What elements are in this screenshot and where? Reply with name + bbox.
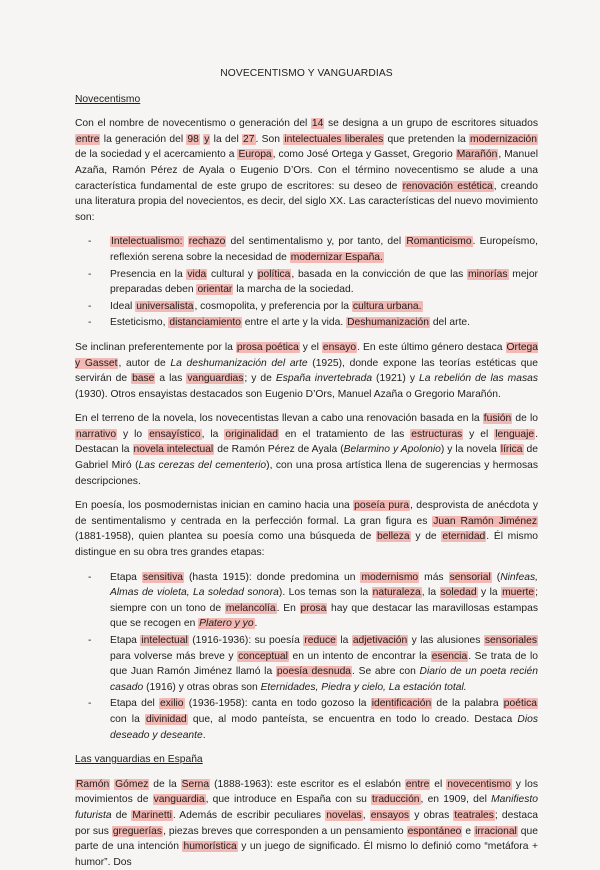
italic-text: España invertebrada [275,373,373,385]
highlighted-text: ensayos [370,809,410,821]
italic-text: Eternidades, Piedra y cielo, La estación total. [260,681,467,693]
list-item: - Etapa intelectual (1916-1936): su poesía reduce la adjetivación y las alusiones sensoriales para volverse más breve y conceptual en un intento de encontrar la esencia. Se trata de lo que Juan Ramón Jiménez llamó la poesía desnuda. Se abre con Diario de un poeta recién casado (1916) y otras obras son Eternidades, Piedra y cielo, La estación total. [110,633,538,695]
highlighted-text: poseía pura [354,500,410,512]
list-item: - Etapa del exilio (1936-1958): canta en todo gozoso la identificación de la palabra poética con la divinidad que, al modo panteísta, se encuentra en todo lo creado. Destaca Dios deseado y deseante. [110,696,538,743]
paragraph: En poesía, los posmodernistas inician en camino hacia una poseía pura, desprovista de anécdota y de sentimentalismo y centrada en la perfección formal. La gran figura es Juan Ramón Jiménez (1881-1958), quien plantea su poesía como una búsqueda de belleza y de eternidad. Él mismo distingue en su obra tres grandes etapas: [75,500,538,559]
highlighted-text: adjetivación [352,635,408,646]
list-item: - Intelectualismo: rechazo del sentimentalismo y, por tanto, del Romanticismo. Europeísmo, reflexión serena sobre la necesidad de modernizar España. [110,234,538,265]
highlighted-text: novelas [326,809,362,821]
highlighted-text: belleza [377,531,410,543]
highlighted-text: entre [405,778,430,790]
highlighted-text: distanciamiento [169,317,241,329]
highlighted-text: narrativo [76,428,117,440]
bullet-list [75,570,538,744]
highlighted-text: cultura urbana. [352,300,422,312]
highlighted-text: sensitiva [142,571,183,583]
italic-text: Manifiesto futurista [75,794,538,821]
highlighted-text: 27 [243,133,255,145]
highlighted-text: conceptual [238,650,288,662]
highlighted-text: novecentismo [447,778,511,790]
highlighted-text: lírica [500,444,523,456]
highlighted-text: espontáneo [407,825,462,837]
highlighted-text: renovación estética [402,180,493,192]
italic-text: Diario de un poeta recién casado [110,666,538,693]
highlighted-text: universalista [136,300,194,312]
page-title: NOVECENTISMO Y VANGUARDIAS [220,68,393,79]
highlighted-text: exilio [160,698,184,710]
italic-text: Belarmino y Apolonio [343,444,441,456]
highlighted-text: sensoriales [484,635,537,646]
highlighted-text: novela intelectual [133,444,214,456]
section-heading: Las vanguardias en España [75,754,203,766]
highlighted-text: sensorial [449,571,491,583]
highlighted-text: fusión [483,413,512,425]
highlighted-text: poética [503,698,538,710]
italic-text: La rebelión de las masas [418,373,538,385]
highlighted-text: muerte [502,587,535,599]
highlighted-text: Marañón [456,149,498,161]
highlighted-text: vanguardia [153,794,205,806]
highlighted-text: traducción [372,794,420,806]
paragraph: Se inclinan preferentemente por la prosa poética y el ensayo. En este último género destaca Ortega y Gasset, autor de La deshumanización del arte (1925), donde expone las teorías estéticas que servirán de base a las vanguardias; y de España invertebrada (1921) y La rebelión de las masas (1930). Otros ensayistas destacados son Eugenio D’Ors, Manuel Azaña o Gregorio Marañón. [75,341,539,400]
document-body [75,92,538,870]
list-item: - Esteticismo, distanciamiento entre el arte y la vida. Deshumanización del arte. [110,315,538,331]
highlighted-text: Ramón [76,778,110,790]
highlighted-text: irracional [475,825,517,837]
highlighted-text: teatrales [454,809,494,821]
highlighted-text: naturaleza [372,587,421,599]
highlighted-text: Juan Ramón Jiménez [433,515,537,527]
highlighted-text: divinidad [146,713,187,725]
highlighted-text: Europa [238,149,272,161]
highlighted-text: Intelectualismo: [111,236,183,248]
highlighted-text: Deshumanización [347,317,429,329]
highlighted-text: esencia [431,650,468,662]
highlighted-text: minorías [468,268,508,280]
highlighted-text: y [204,133,210,145]
highlighted-text: vida [187,268,207,280]
highlighted-text: 98 [187,133,199,145]
highlighted-text: soledad [440,587,477,599]
highlighted-text: melancolía [225,602,276,614]
italic-text: La deshumanización del arte [170,357,308,369]
highlighted-text: base [132,373,155,385]
highlighted-text: entre [76,133,100,145]
highlighted-text: vanguardias [187,373,244,385]
highlighted-text: 14 [311,118,324,130]
highlighted-text: greguerías [112,825,163,837]
highlighted-text: estructuras [411,428,463,440]
italic-text: Ninfeas, Almas de violeta, La soledad sonora [110,571,538,599]
highlighted-text: originalidad [225,428,279,440]
highlighted-text: Marinetti [132,809,172,821]
paragraph: En el terreno de la novela, los novecentistas llevan a cabo una renovación basada en la fusión de lo narrativo y lo ensayístico, la originalidad en el tratamiento de las estructuras y el lenguaje. Destacan la novela intelectual de Ramón Pérez de Ayala (Belarmino y Apolonio) y la novela lírica de Gabriel Miró (Las cerezas del cementerio), con una prosa artística llena de sugerencias y hermosas descripciones. [75,413,539,487]
highlighted-text: lenguaje [495,428,535,440]
highlighted-text: Serna [181,778,210,790]
italic-text: Las cerezas del cementerio [138,460,267,472]
highlighted-text: reduce [304,635,336,646]
highlighted-text: modernizar España. [290,251,383,263]
highlighted-text: política [257,268,291,280]
bullet-list [75,234,538,331]
highlighted-text: modernismo [361,571,419,583]
section-heading: Novecentismo [75,93,141,105]
highlighted-text: ensayístico [149,428,201,440]
highlighted-text: intelectual [141,635,188,646]
list-item: - Presencia en la vida cultural y política, basada en la convicción de que las minorías mejor preparadas deben orientar la marcha de la sociedad. [110,267,538,298]
italic-text: Dios deseado y deseante [110,713,538,741]
highlighted-text: humorística [183,841,237,853]
highlighted-text: prosa [300,602,327,614]
highlighted-text: modernización [470,133,538,145]
highlighted-text: Platero y yo [199,618,254,630]
highlighted-text: prosa poética [236,341,299,353]
highlighted-text: ensayo [322,341,357,353]
paragraph: Con el nombre de novecentismo o generación del 14 se designa a un grupo de escritores situados entre la generación del 98 y la del 27. Son intelectuales liberales que pretenden la modernización de la sociedad y el acercamiento a Europa, como José Ortega y Gasset, Gregorio Marañón, Manuel Azaña, Ramón Pérez de Ayala o Eugenio D’Ors. Con el término novecentismo se alude a una característica fundamental de este grupo de escritores: su deseo de renovación estética, creando una literatura propia del novecientos, es decir, del siglo XX. Las características del nuevo movimiento son: [75,118,538,223]
highlighted-text: intelectuales liberales [284,133,384,145]
list-item: - Ideal universalista, cosmopolita, y preferencia por la cultura urbana. [110,299,538,315]
highlighted-text: eternidad [442,531,486,543]
highlighted-text: Romanticismo [406,236,472,248]
highlighted-text: identificación [371,698,432,710]
highlighted-text: Ortega y Gasset [75,341,539,369]
list-item: - Etapa sensitiva (hasta 1915): donde predomina un modernismo más sensorial (Ninfeas, Almas de violeta, La soledad sonora). Los temas son la naturaleza, la soledad y la muerte; siempre con un tono de melancolía. En prosa hay que destacar las maravillosas estampas que se recogen en Platero y yo. [110,570,538,632]
highlighted-text: poesía desnuda [276,666,352,678]
highlighted-text: Gómez [115,778,149,790]
highlighted-text: orientar [197,284,233,296]
highlighted-text: rechazo [188,236,226,248]
paragraph: Ramón Gómez de la Serna (1888-1963): este escritor es el eslabón entre el novecentismo y los movimientos de vanguardia, que introduce en España con su traducción, en 1909, del Manifiesto futurista de Marinetti. Además de escribir peculiares novelas, ensayos y obras teatrales; destaca por sus greguerías, piezas breves que corresponden a un pensamiento espontáneo e irracional que parte de una intención humorística y un juego de significado. Él mismo lo definió como “metáfora + humor”. Dos [75,778,538,868]
